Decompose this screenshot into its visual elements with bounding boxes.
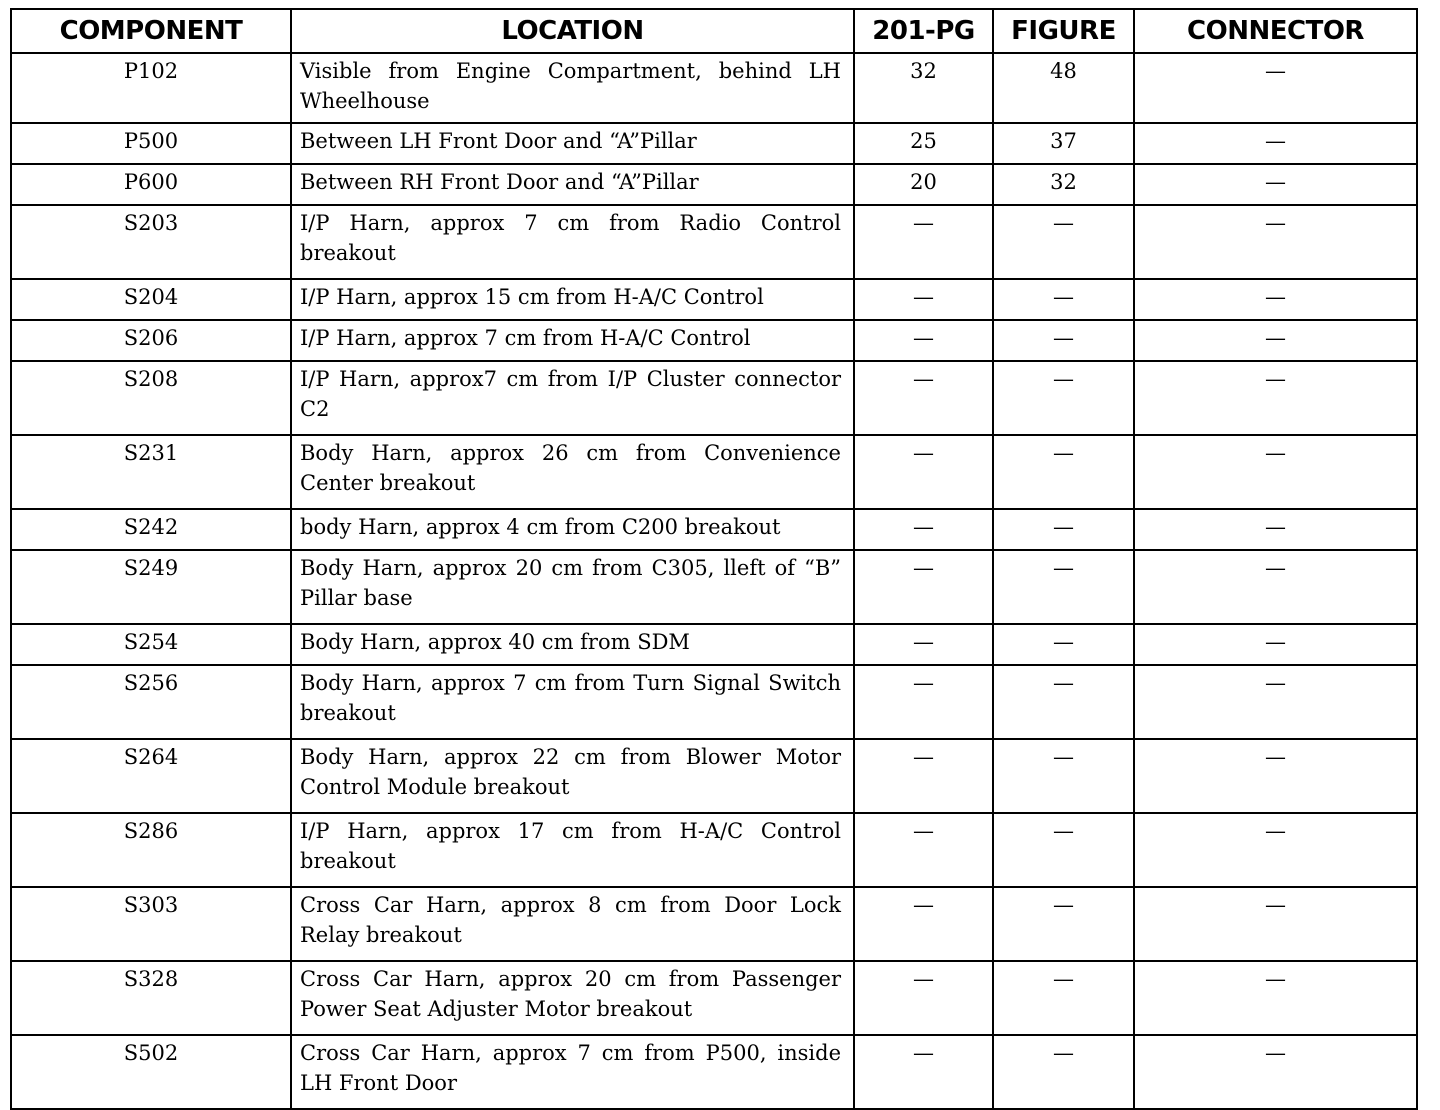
table-row (11, 624, 1417, 665)
page-cell: — (854, 739, 993, 813)
connector-cell: — (1134, 624, 1417, 665)
page-cell: — (854, 961, 993, 1035)
page-cell: — (854, 1035, 993, 1109)
location-cell: Body Harn, approx 26 cm from Convenience Center breakout (291, 435, 854, 509)
component-cell: S254 (11, 624, 291, 665)
connector-cell: — (1134, 813, 1417, 887)
component-cell: S204 (11, 279, 291, 320)
header-component: COMPONENT (11, 9, 291, 53)
figure-cell: — (993, 361, 1134, 435)
header-figure: FIGURE (993, 9, 1134, 53)
component-cell: S303 (11, 887, 291, 961)
connector-cell: — (1134, 205, 1417, 279)
table-row (11, 887, 1417, 961)
connector-cell: — (1134, 1035, 1417, 1109)
component-cell: P600 (11, 164, 291, 205)
page-cell: — (854, 320, 993, 361)
component-cell: S208 (11, 361, 291, 435)
location-cell: I/P Harn, approx 7 cm from Radio Control breakout (291, 205, 854, 279)
figure-cell: — (993, 739, 1134, 813)
component-cell: S256 (11, 665, 291, 739)
connector-cell: — (1134, 435, 1417, 509)
table-row (11, 205, 1417, 279)
connector-cell: — (1134, 320, 1417, 361)
table-row (11, 550, 1417, 624)
location-cell: Cross Car Harn, approx 7 cm from P500, inside LH Front Door (291, 1035, 854, 1109)
location-cell: I/P Harn, approx 15 cm from H-A/C Control (291, 279, 854, 320)
page-cell: — (854, 509, 993, 550)
figure-cell: 48 (993, 53, 1134, 123)
location-cell: Visible from Engine Compartment, behind LH Wheelhouse (291, 53, 854, 123)
document-page (10, 8, 1416, 1110)
figure-cell: — (993, 887, 1134, 961)
figure-cell: — (993, 550, 1134, 624)
connector-cell: — (1134, 665, 1417, 739)
connector-cell: — (1134, 739, 1417, 813)
component-location-table (10, 8, 1418, 1110)
table-row (11, 279, 1417, 320)
connector-cell: — (1134, 550, 1417, 624)
page-cell: — (854, 279, 993, 320)
connector-cell: — (1134, 123, 1417, 164)
table-row (11, 123, 1417, 164)
page-cell: — (854, 624, 993, 665)
table-row (11, 1035, 1417, 1109)
figure-cell: — (993, 320, 1134, 361)
figure-cell: — (993, 509, 1134, 550)
location-cell: Between RH Front Door and “A”Pillar (291, 164, 854, 205)
table-row (11, 739, 1417, 813)
connector-cell: — (1134, 279, 1417, 320)
component-cell: S203 (11, 205, 291, 279)
connector-cell: — (1134, 53, 1417, 123)
component-cell: S249 (11, 550, 291, 624)
component-cell: P500 (11, 123, 291, 164)
table-row (11, 53, 1417, 123)
component-cell: S264 (11, 739, 291, 813)
table-row (11, 435, 1417, 509)
location-cell: I/P Harn, approx7 cm from I/P Cluster connector C2 (291, 361, 854, 435)
location-cell: Cross Car Harn, approx 8 cm from Door Lock Relay breakout (291, 887, 854, 961)
figure-cell: — (993, 624, 1134, 665)
figure-cell: — (993, 435, 1134, 509)
connector-cell: — (1134, 961, 1417, 1035)
page-cell: 20 (854, 164, 993, 205)
page-cell: — (854, 361, 993, 435)
connector-cell: — (1134, 361, 1417, 435)
header-connector: CONNECTOR (1134, 9, 1417, 53)
page-cell: — (854, 435, 993, 509)
component-cell: S328 (11, 961, 291, 1035)
table-row (11, 813, 1417, 887)
component-cell: S242 (11, 509, 291, 550)
page-cell: — (854, 205, 993, 279)
component-cell: P102 (11, 53, 291, 123)
connector-cell: — (1134, 164, 1417, 205)
location-cell: Body Harn, approx 7 cm from Turn Signal Switch breakout (291, 665, 854, 739)
location-cell: Body Harn, approx 40 cm from SDM (291, 624, 854, 665)
figure-cell: — (993, 665, 1134, 739)
location-cell: I/P Harn, approx 7 cm from H-A/C Control (291, 320, 854, 361)
table-row (11, 164, 1417, 205)
figure-cell: — (993, 961, 1134, 1035)
page-cell: — (854, 887, 993, 961)
location-cell: Body Harn, approx 22 cm from Blower Motor Control Module breakout (291, 739, 854, 813)
figure-cell: 37 (993, 123, 1134, 164)
component-cell: S502 (11, 1035, 291, 1109)
location-cell: I/P Harn, approx 17 cm from H-A/C Control breakout (291, 813, 854, 887)
connector-cell: — (1134, 887, 1417, 961)
location-cell: Cross Car Harn, approx 20 cm from Passenger Power Seat Adjuster Motor breakout (291, 961, 854, 1035)
header-page: 201-PG (854, 9, 993, 53)
component-cell: S286 (11, 813, 291, 887)
page-cell: 25 (854, 123, 993, 164)
page-cell: 32 (854, 53, 993, 123)
figure-cell: — (993, 813, 1134, 887)
location-cell: Between LH Front Door and “A”Pillar (291, 123, 854, 164)
location-cell: body Harn, approx 4 cm from C200 breakout (291, 509, 854, 550)
table-row (11, 665, 1417, 739)
component-cell: S206 (11, 320, 291, 361)
table-row (11, 509, 1417, 550)
table-row (11, 361, 1417, 435)
page-cell: — (854, 550, 993, 624)
connector-cell: — (1134, 509, 1417, 550)
figure-cell: — (993, 205, 1134, 279)
figure-cell: — (993, 279, 1134, 320)
figure-cell: 32 (993, 164, 1134, 205)
table-row (11, 320, 1417, 361)
figure-cell: — (993, 1035, 1134, 1109)
location-cell: Body Harn, approx 20 cm from C305, lleft of “B” Pillar base (291, 550, 854, 624)
component-cell: S231 (11, 435, 291, 509)
page-cell: — (854, 665, 993, 739)
header-location: LOCATION (291, 9, 854, 53)
page-cell: — (854, 813, 993, 887)
table-header-row (11, 9, 1417, 53)
table-row (11, 961, 1417, 1035)
